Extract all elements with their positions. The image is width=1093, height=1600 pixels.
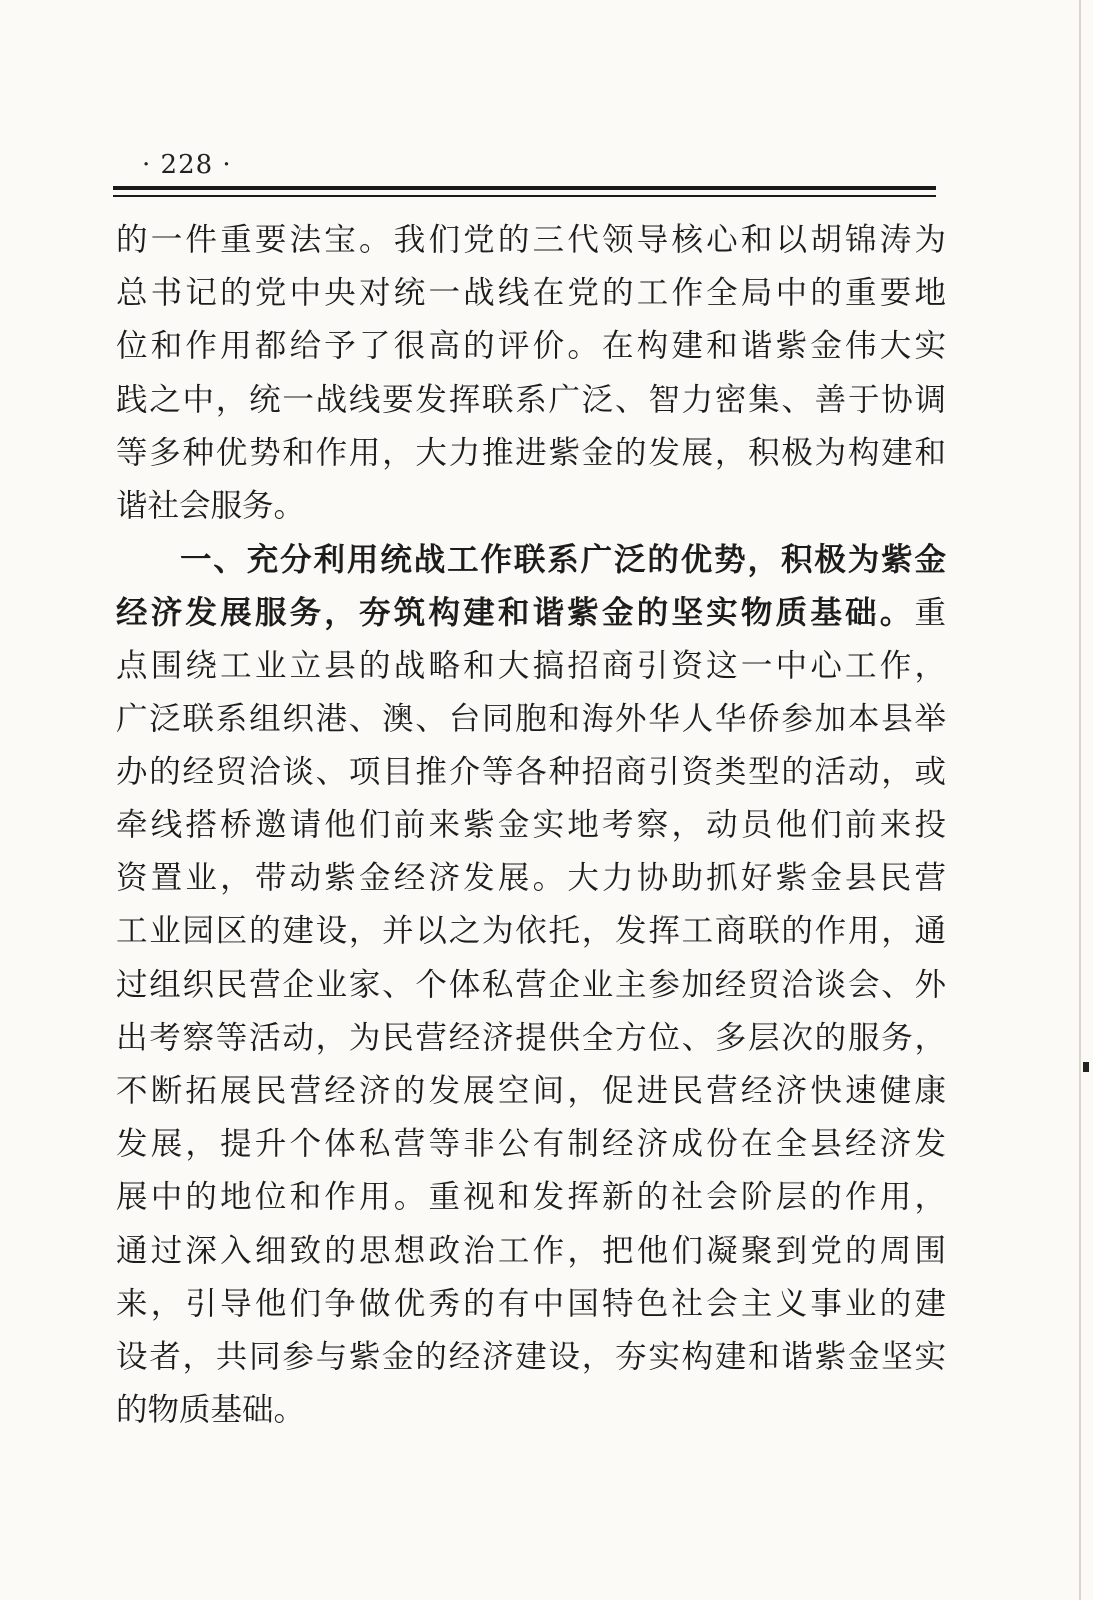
text-line: 总书记的党中央对统一战线在党的工作全局中的重要地 <box>116 275 946 312</box>
text-line: 践之中，统一战线要发挥联系广泛、智力密集、善于协调 <box>116 381 946 418</box>
text-line: 牵线搭桥邀请他们前来紫金实地考察，动员他们前来投 <box>116 807 946 844</box>
text-line: 谐社会服务。 <box>116 487 306 524</box>
body-text <box>116 214 946 1437</box>
page-edge <box>1079 0 1081 1600</box>
scan-mark <box>1083 1062 1089 1072</box>
paragraph-start: 重 <box>914 595 946 632</box>
heading-continuation-line <box>116 586 946 639</box>
text-line: 广泛联系组织港、澳、台同胞和海外华人华侨参加本县举 <box>116 700 946 737</box>
text-line: 展中的地位和作用。重视和发挥新的社会阶层的作用， <box>116 1179 946 1216</box>
text-line: 工业园区的建设，并以之为依托，发挥工商联的作用，通 <box>116 913 946 950</box>
text-line: 的物质基础。 <box>116 1392 306 1429</box>
text-line: 的一件重要法宝。我们党的三代领导核心和以胡锦涛为 <box>116 222 946 258</box>
header-rule <box>113 186 936 190</box>
text-line: 不断拓展民营经济的发展空间，促进民营经济快速健康 <box>116 1073 946 1109</box>
text-line: 等多种优势和作用，大力推进紫金的发展，积极为构建和 <box>116 434 946 471</box>
text-line: 设者，共同参与紫金的经济建设，夯实构建和谐紫金坚实 <box>116 1338 946 1375</box>
text-line: 发展，提升个体私营等非公有制经济成份在全县经济发 <box>116 1126 946 1163</box>
page-number: · 228 · <box>142 150 232 180</box>
text-line: 通过深入细致的思想政治工作，把他们凝聚到党的周围 <box>116 1232 946 1269</box>
text-line: 资置业，带动紫金经济发展。大力协助抓好紫金县民营 <box>116 860 946 897</box>
text-line: 过组织民营企业家、个体私营企业主参加经贸洽谈会、外 <box>116 966 946 1003</box>
section-heading-continued: 经济发展服务，夯筑构建和谐紫金的坚实物质基础。 <box>116 594 915 632</box>
header-rule-thin <box>113 195 936 197</box>
text-line: 来，引导他们争做优秀的有中国特色社会主义事业的建 <box>116 1285 946 1322</box>
section-heading: 一、充分利用统战工作联系广泛的优势，积极为紫金 <box>180 541 946 579</box>
text-line: 点围绕工业立县的战略和大搞招商引资这一中心工作， <box>116 647 946 684</box>
text-line: 办的经贸洽谈、项目推介等各种招商引资类型的活动，或 <box>116 753 946 790</box>
text-line: 位和作用都给予了很高的评价。在构建和谐紫金伟大实 <box>116 328 946 365</box>
text-line: 出考察等活动，为民营经济提供全方位、多层次的服务， <box>116 1019 946 1056</box>
